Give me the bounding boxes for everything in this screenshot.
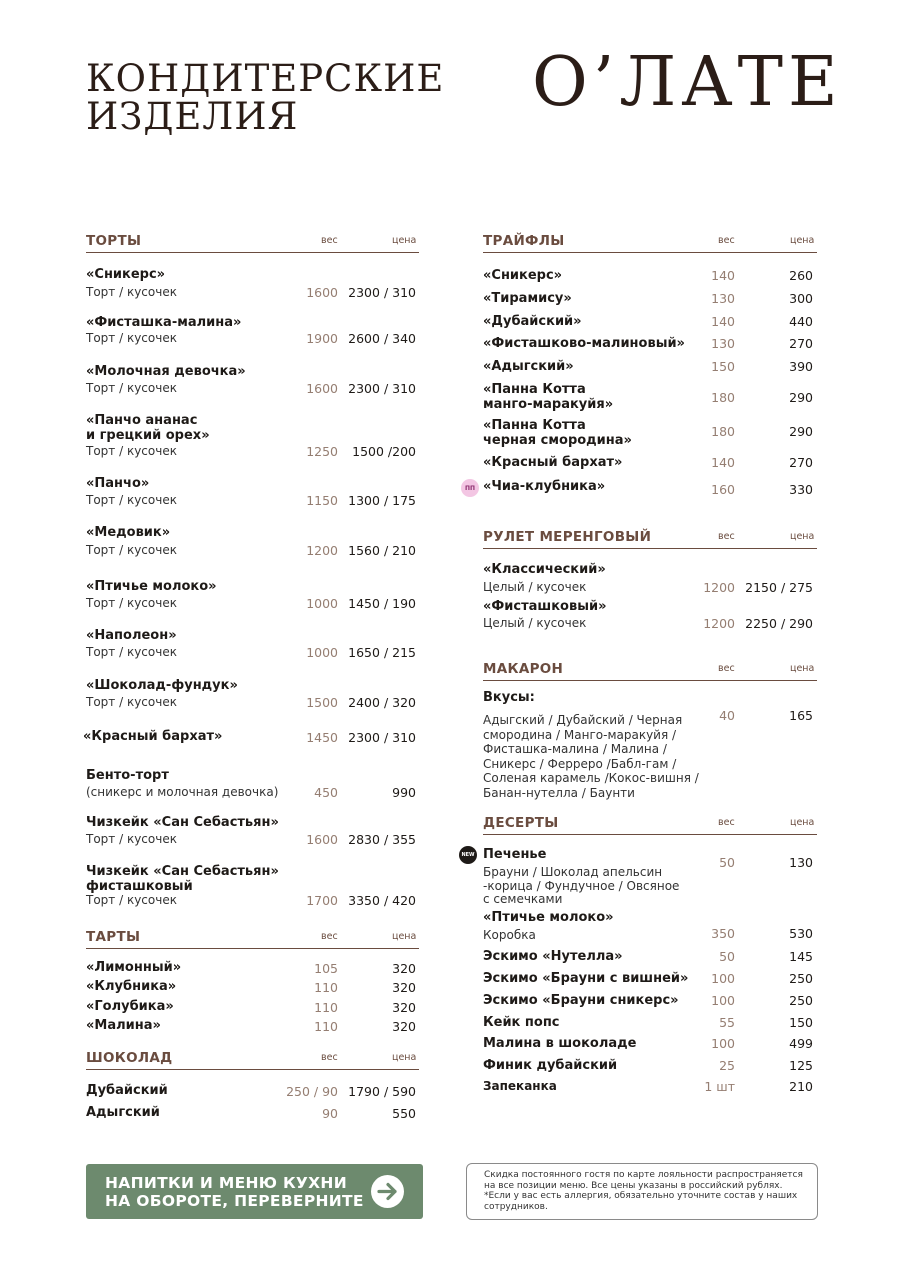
item-weight: 1500 (306, 695, 338, 710)
flip-menu-button[interactable] (86, 1164, 423, 1219)
macaron-flavor-line: смородина / Манго-маракуйя / (483, 727, 677, 742)
item-price: 3350 / 420 (348, 893, 416, 908)
item-name: Малина в шоколаде (483, 1036, 637, 1051)
weight-column-label: вес (718, 235, 735, 246)
weight-column-label: вес (718, 531, 735, 542)
page-title-line1: КОНДИТЕРСКИЕ (86, 57, 445, 100)
item-subtitle: Торт / кусочек (86, 493, 177, 507)
price-column-label: цена (790, 531, 815, 542)
item-weight: 180 (711, 390, 735, 405)
item-weight: 1450 (306, 730, 338, 745)
item-subtitle: Коробка (483, 928, 536, 942)
item-price: 990 (392, 785, 416, 800)
section-header-desserts (483, 815, 817, 835)
item-weight: 105 (314, 961, 338, 976)
item-subtitle: Торт / кусочек (86, 893, 177, 907)
item-name: Кейк попс (483, 1015, 560, 1030)
price-column-label: цена (790, 235, 815, 246)
item-weight: 1700 (306, 893, 338, 908)
item-price: 250 (789, 993, 813, 1008)
item-price: 550 (392, 1106, 416, 1121)
item-price: 290 (789, 390, 813, 405)
item-price: 320 (392, 980, 416, 995)
item-name: Бенто-торт (86, 768, 169, 783)
item-price: 300 (789, 291, 813, 306)
item-name: «Чиа-клубника» (483, 479, 606, 494)
item-weight: 1000 (306, 596, 338, 611)
item-price: 270 (789, 455, 813, 470)
weight-column-label: вес (321, 235, 338, 246)
item-name: «Птичье молоко» (483, 910, 614, 925)
item-price: 499 (789, 1036, 813, 1051)
item-name: «Молочная девочка» (86, 364, 246, 379)
section-title: ДЕСЕРТЫ (483, 815, 559, 831)
section-title: ШОКОЛАД (86, 1050, 173, 1066)
section-title: ТАРТЫ (86, 929, 141, 945)
item-weight: 1200 (703, 580, 735, 595)
item-weight: 250 / 90 (286, 1084, 338, 1099)
item-name-line2: черная смородина» (483, 433, 632, 448)
flip-menu-label-line1: НАПИТКИ И МЕНЮ КУХНИ (105, 1174, 347, 1192)
macaron-weight: 40 (719, 708, 735, 723)
macaron-flavor-line: Банан-нутелла / Баунти (483, 786, 635, 800)
weight-column-label: вес (321, 1052, 338, 1063)
item-subtitle: (сникерс и молочная девочка) (86, 785, 279, 799)
item-name: «Классический» (483, 562, 606, 577)
item-name: «Панчо ананас (86, 413, 198, 428)
macaron-label: Вкусы: (483, 690, 535, 705)
section-header-tarts (86, 929, 419, 949)
item-name: Эскимо «Брауни с вишней» (483, 971, 689, 986)
item-weight: 25 (719, 1058, 735, 1073)
item-name-line2: и грецкий орех» (86, 428, 210, 443)
item-price: 260 (789, 268, 813, 283)
item-name: «Дубайский» (483, 314, 582, 329)
item-subtitle: Торт / кусочек (86, 285, 177, 299)
item-weight: 100 (711, 971, 735, 986)
section-header-chocolate (86, 1050, 419, 1070)
item-price: 2400 / 320 (348, 695, 416, 710)
item-subtitle: Торт / кусочек (86, 645, 177, 659)
macaron-flavor-line: Сникерс / Ферреро /Бабл-гам / (483, 756, 677, 771)
item-subtitle: Торт / кусочек (86, 444, 177, 458)
item-subtitle: Торт / кусочек (86, 331, 177, 345)
section-title: МАКАРОН (483, 661, 564, 677)
item-price: 1300 / 175 (348, 493, 416, 508)
item-weight: 150 (711, 359, 735, 374)
price-column-label: цена (392, 931, 417, 942)
item-name: «Птичье молоко» (86, 579, 217, 594)
macaron-flavor-line: Фисташка-малина / Малина / (483, 742, 667, 757)
item-name: «Клубника» (86, 979, 177, 994)
cookie-weight: 50 (719, 855, 735, 870)
macaron-flavor-line: Соленая карамель /Кокос-вишня / (483, 771, 699, 786)
item-name: «Медовик» (86, 525, 171, 540)
section-title: ТОРТЫ (86, 233, 142, 249)
cookie-price: 130 (789, 855, 813, 870)
item-price: 1450 / 190 (348, 596, 416, 611)
item-price: 320 (392, 961, 416, 976)
item-price: 150 (789, 1015, 813, 1030)
item-name: «Сникерс» (483, 268, 563, 283)
item-name: «Лимонный» (86, 960, 182, 975)
item-name: Чизкейк «Сан Себастьян» (86, 864, 279, 879)
item-name: Эскимо «Нутелла» (483, 949, 623, 964)
page-title (86, 57, 445, 138)
item-subtitle: Торт / кусочек (86, 543, 177, 557)
section-title: ТРАЙФЛЫ (483, 233, 565, 249)
macaron-price: 165 (789, 708, 813, 723)
item-subtitle: Торт / кусочек (86, 596, 177, 610)
flip-menu-label (105, 1174, 364, 1210)
price-column-label: цена (790, 817, 815, 828)
item-weight: 180 (711, 424, 735, 439)
item-name: «Панна Котта (483, 382, 586, 397)
item-price: 320 (392, 1000, 416, 1015)
item-name-line2: фисташковый (86, 879, 193, 894)
brand-logo: О’ЛАТЕ (532, 43, 843, 122)
item-name: «Голубика» (86, 999, 174, 1014)
section-header-cakes (86, 233, 419, 253)
item-name: «Красный бархат» (83, 729, 223, 744)
item-price: 1560 / 210 (348, 543, 416, 558)
item-price: 125 (789, 1058, 813, 1073)
item-name: «Малина» (86, 1018, 161, 1033)
item-name: Чизкейк «Сан Себастьян» (86, 815, 279, 830)
cookie-desc-line: Брауни / Шоколад апельсин (483, 865, 663, 879)
item-price: 320 (392, 1019, 416, 1034)
item-price: 1500 /200 (352, 444, 416, 459)
macaron-flavor-line: Адыгский / Дубайский / Черная (483, 713, 683, 727)
item-price: 2600 / 340 (348, 331, 416, 346)
loyalty-note-text: Скидка постоянного гостя по карте лояльности распространяется на все позиции меню. Все цены указаны в российский рублях. *Если у вас есть аллергия, обязательно уточните состав у наших сотрудников. (484, 1170, 803, 1212)
arrow-right-icon (371, 1175, 404, 1208)
item-name: Запеканка (483, 1079, 557, 1093)
item-weight: 140 (711, 314, 735, 329)
item-weight: 55 (719, 1015, 735, 1030)
item-weight: 130 (711, 291, 735, 306)
item-price: 250 (789, 971, 813, 986)
item-weight: 90 (322, 1106, 338, 1121)
new-badge: NEW (459, 846, 477, 864)
page-title-line2: ИЗДЕЛИЯ (86, 95, 299, 138)
item-weight: 1 шт (704, 1079, 735, 1094)
item-weight: 160 (711, 482, 735, 497)
item-name: «Сникерс» (86, 267, 166, 282)
item-weight: 450 (314, 785, 338, 800)
item-weight: 140 (711, 455, 735, 470)
item-price: 2300 / 310 (348, 381, 416, 396)
item-weight: 1600 (306, 285, 338, 300)
item-name-line2: манго-маракуйя» (483, 397, 614, 412)
item-weight: 100 (711, 993, 735, 1008)
section-header-macaron (483, 661, 817, 681)
price-column-label: цена (790, 663, 815, 674)
item-price: 210 (789, 1079, 813, 1094)
cookie-desc-line: -корица / Фундучное / Овсяное (483, 878, 680, 893)
item-weight: 1250 (306, 444, 338, 459)
item-weight: 100 (711, 1036, 735, 1051)
item-name: Финик дубайский (483, 1058, 618, 1073)
item-price: 2830 / 355 (348, 832, 416, 847)
item-name: Адыгский (86, 1105, 160, 1120)
item-name: «Панна Котта (483, 418, 586, 433)
item-weight: 1200 (306, 543, 338, 558)
pp-badge: ПП (461, 479, 479, 497)
weight-column-label: вес (321, 931, 338, 942)
item-weight: 1600 (306, 832, 338, 847)
item-price: 440 (789, 314, 813, 329)
item-weight: 350 (711, 926, 735, 941)
item-price: 1650 / 215 (348, 645, 416, 660)
item-price: 530 (789, 926, 813, 941)
flip-menu-label-line2: НА ОБОРОТЕ, ПЕРЕВЕРНИТЕ (105, 1192, 364, 1210)
item-weight: 1200 (703, 616, 735, 631)
item-weight: 1600 (306, 381, 338, 396)
item-weight: 110 (314, 1000, 338, 1015)
item-weight: 50 (719, 949, 735, 964)
item-price: 290 (789, 424, 813, 439)
item-price: 2150 / 275 (745, 580, 813, 595)
item-weight: 1900 (306, 331, 338, 346)
item-weight: 140 (711, 268, 735, 283)
section-header-meringue (483, 529, 817, 549)
item-price: 145 (789, 949, 813, 964)
cookie-name: Печенье (483, 847, 547, 862)
item-subtitle: Торт / кусочек (86, 695, 177, 709)
price-column-label: цена (392, 1052, 417, 1063)
item-subtitle: Торт / кусочек (86, 832, 177, 846)
item-name: «Наполеон» (86, 628, 177, 643)
item-name: «Красный бархат» (483, 455, 623, 470)
item-name: Эскимо «Брауни сникерс» (483, 993, 679, 1008)
weight-column-label: вес (718, 663, 735, 674)
weight-column-label: вес (718, 817, 735, 828)
item-price: 330 (789, 482, 813, 497)
section-title: РУЛЕТ МЕРЕНГОВЫЙ (483, 529, 652, 545)
item-name: «Шоколад-фундук» (86, 678, 238, 693)
item-weight: 110 (314, 980, 338, 995)
item-weight: 130 (711, 336, 735, 351)
item-name: Дубайский (86, 1083, 168, 1098)
cookie-desc-line: с семечками (483, 892, 563, 906)
item-subtitle: Целый / кусочек (483, 616, 587, 630)
item-name: «Фисташковый» (483, 599, 607, 614)
price-column-label: цена (392, 235, 417, 246)
item-price: 270 (789, 336, 813, 351)
section-header-trifles (483, 233, 817, 253)
loyalty-note (466, 1163, 818, 1220)
item-weight: 1150 (306, 493, 338, 508)
item-name: «Тирамису» (483, 291, 572, 306)
item-subtitle: Торт / кусочек (86, 381, 177, 395)
item-price: 1790 / 590 (348, 1084, 416, 1099)
item-name: «Фисташково-малиновый» (483, 336, 685, 351)
item-weight: 1000 (306, 645, 338, 660)
item-price: 2300 / 310 (348, 730, 416, 745)
item-weight: 110 (314, 1019, 338, 1034)
item-name: «Панчо» (86, 476, 150, 491)
item-name: «Адыгский» (483, 359, 574, 374)
item-subtitle: Целый / кусочек (483, 580, 587, 594)
item-price: 390 (789, 359, 813, 374)
item-name: «Фисташка-малина» (86, 315, 242, 330)
item-price: 2250 / 290 (745, 616, 813, 631)
item-price: 2300 / 310 (348, 285, 416, 300)
